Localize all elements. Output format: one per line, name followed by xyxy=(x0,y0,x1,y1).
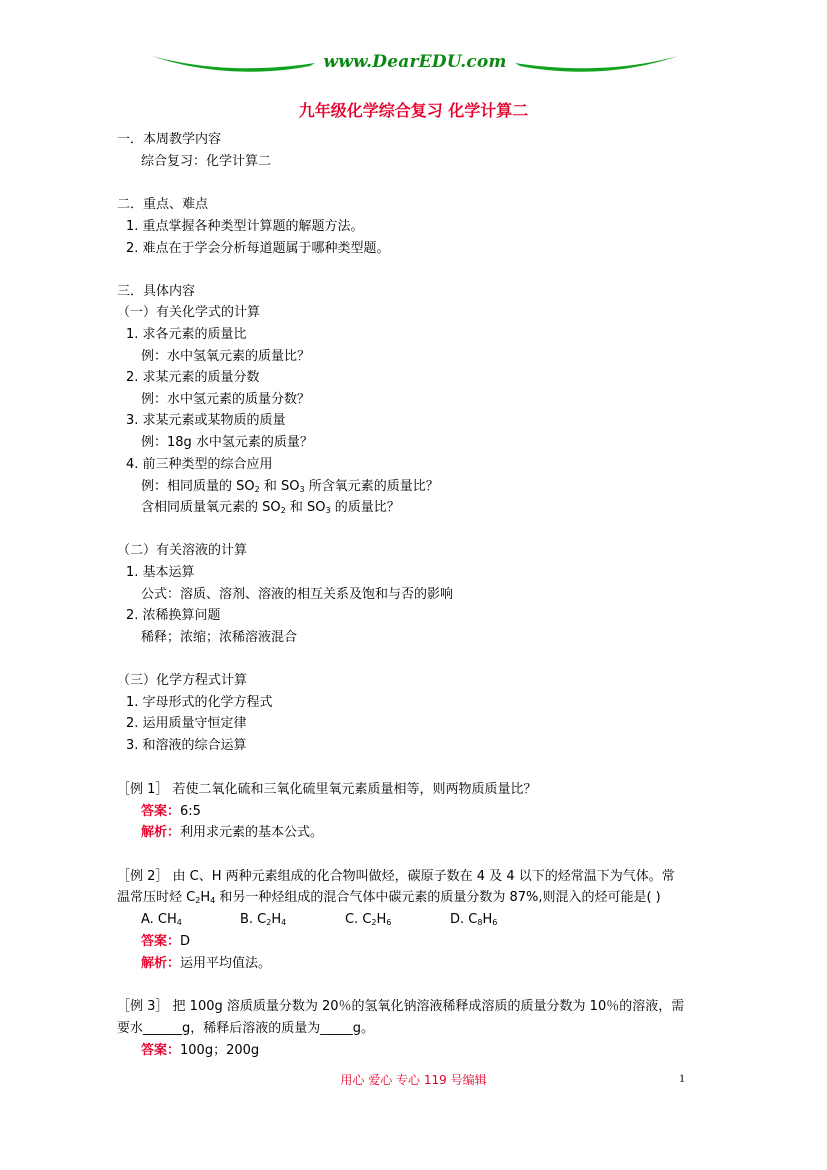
answer-label: 答案： xyxy=(141,934,181,949)
section-2-item-1: 1. 重点掌握各种类型计算题的解题方法。 xyxy=(126,219,364,234)
part-2-item-1: 1. 基本运算 xyxy=(126,565,195,580)
example-2-option-c: C. $C_2H_6$ xyxy=(345,912,392,927)
example-2-answer: 答案：D xyxy=(141,934,191,949)
part-1-item-1: 1. 求各元素的质量比 xyxy=(126,327,247,342)
example-1-answer: 答案：6:5 xyxy=(141,804,201,819)
part-1-example-4a: 例：相同质量的 $SO_2$ 和 $SO_3$ 所含氧元素的质量比？ xyxy=(141,479,439,494)
example-1-analysis: 解析：利用求元素的基本公式。 xyxy=(141,825,324,840)
part-1-heading: （一）有关化学式的计算 xyxy=(117,305,261,320)
analysis-label: 解析： xyxy=(141,956,181,971)
example-3-question-line-1: ［例 3］ 把 100g 溶质质量分数为 20％的氢氧化钠溶液稀释成溶质的质量分数为 10％的溶液，需 xyxy=(117,999,685,1014)
site-url: www.DearEDU.com xyxy=(323,52,507,72)
part-3-item-1: 1. 字母形式的化学方程式 xyxy=(126,695,273,710)
page-number: 1 xyxy=(679,1071,685,1085)
section-2-item-2: 2. 难点在于学会分析每道题属于哪种类型题。 xyxy=(126,241,390,256)
part-3-item-3: 3. 和溶液的综合运算 xyxy=(126,738,247,753)
section-2-heading: 二．重点、难点 xyxy=(117,197,209,212)
part-1-example-1: 例：水中氢氧元素的质量比？ xyxy=(141,349,311,364)
example-3-answer: 答案：100g；200g xyxy=(141,1043,260,1058)
page-footer: 用心 爱心 专心 119 号编辑 xyxy=(340,1073,487,1087)
example-1-question: ［例 1］ 若使二氧化硫和三氧化硫里氧元素质量相等，则两物质质量比？ xyxy=(117,782,537,797)
example-2-question-line-1: ［例 2］ 由 C、H 两种元素组成的化合物叫做烃，碳原子数在 4 及 4 以下的烃常温下为气体。常 xyxy=(117,869,675,884)
page-title: 九年级化学综合复习 化学计算二 xyxy=(298,101,529,120)
section-3-heading: 三．具体内容 xyxy=(117,284,196,299)
site-header-banner xyxy=(150,50,680,76)
example-2-option-b: B. $C_2H_4$ xyxy=(240,912,287,927)
example-2-analysis: 解析：运用平均值法。 xyxy=(141,956,272,971)
part-1-example-4b: 含相同质量氧元素的 $SO_2$ 和 $SO_3$ 的质量比？ xyxy=(141,500,400,515)
example-3-question-line-2: 要水______g，稀释后溶液的质量为_____g。 xyxy=(117,1021,375,1036)
part-3-item-2: 2. 运用质量守恒定律 xyxy=(126,716,247,731)
example-2-option-a: A. $CH_4$ xyxy=(141,912,182,927)
part-2-heading: （二）有关溶液的计算 xyxy=(117,543,248,558)
part-1-item-2: 2. 求某元素的质量分数 xyxy=(126,370,260,385)
section-1-heading: 一．本周教学内容 xyxy=(117,132,222,147)
answer-label: 答案： xyxy=(141,804,181,819)
part-1-item-4: 4. 前三种类型的综合应用 xyxy=(126,457,273,472)
part-1-item-3: 3. 求某元素或某物质的质量 xyxy=(126,413,286,428)
part-3-heading: （三）化学方程式计算 xyxy=(117,673,248,688)
part-1-example-3: 例：18g 水中氢元素的质量？ xyxy=(141,435,313,450)
part-2-detail-1: 公式：溶质、溶剂、溶液的相互关系及饱和与否的影响 xyxy=(141,587,454,602)
part-2-detail-2: 稀释；浓缩；浓稀溶液混合 xyxy=(141,630,298,645)
analysis-label: 解析： xyxy=(141,825,181,840)
part-1-example-2: 例：水中氢元素的质量分数？ xyxy=(141,392,311,407)
part-2-item-2: 2. 浓稀换算问题 xyxy=(126,608,221,623)
answer-label: 答案： xyxy=(141,1043,181,1058)
example-2-option-d: D. $C_8H_6$ xyxy=(450,912,498,927)
example-2-question-line-2: 温常压时烃 $C_2H_4$ 和另一种烃组成的混合气体中碳元素的质量分数为 87%,则混入的烃可能是( ) xyxy=(117,890,661,905)
section-1-content: 综合复习：化学计算二 xyxy=(141,154,272,169)
